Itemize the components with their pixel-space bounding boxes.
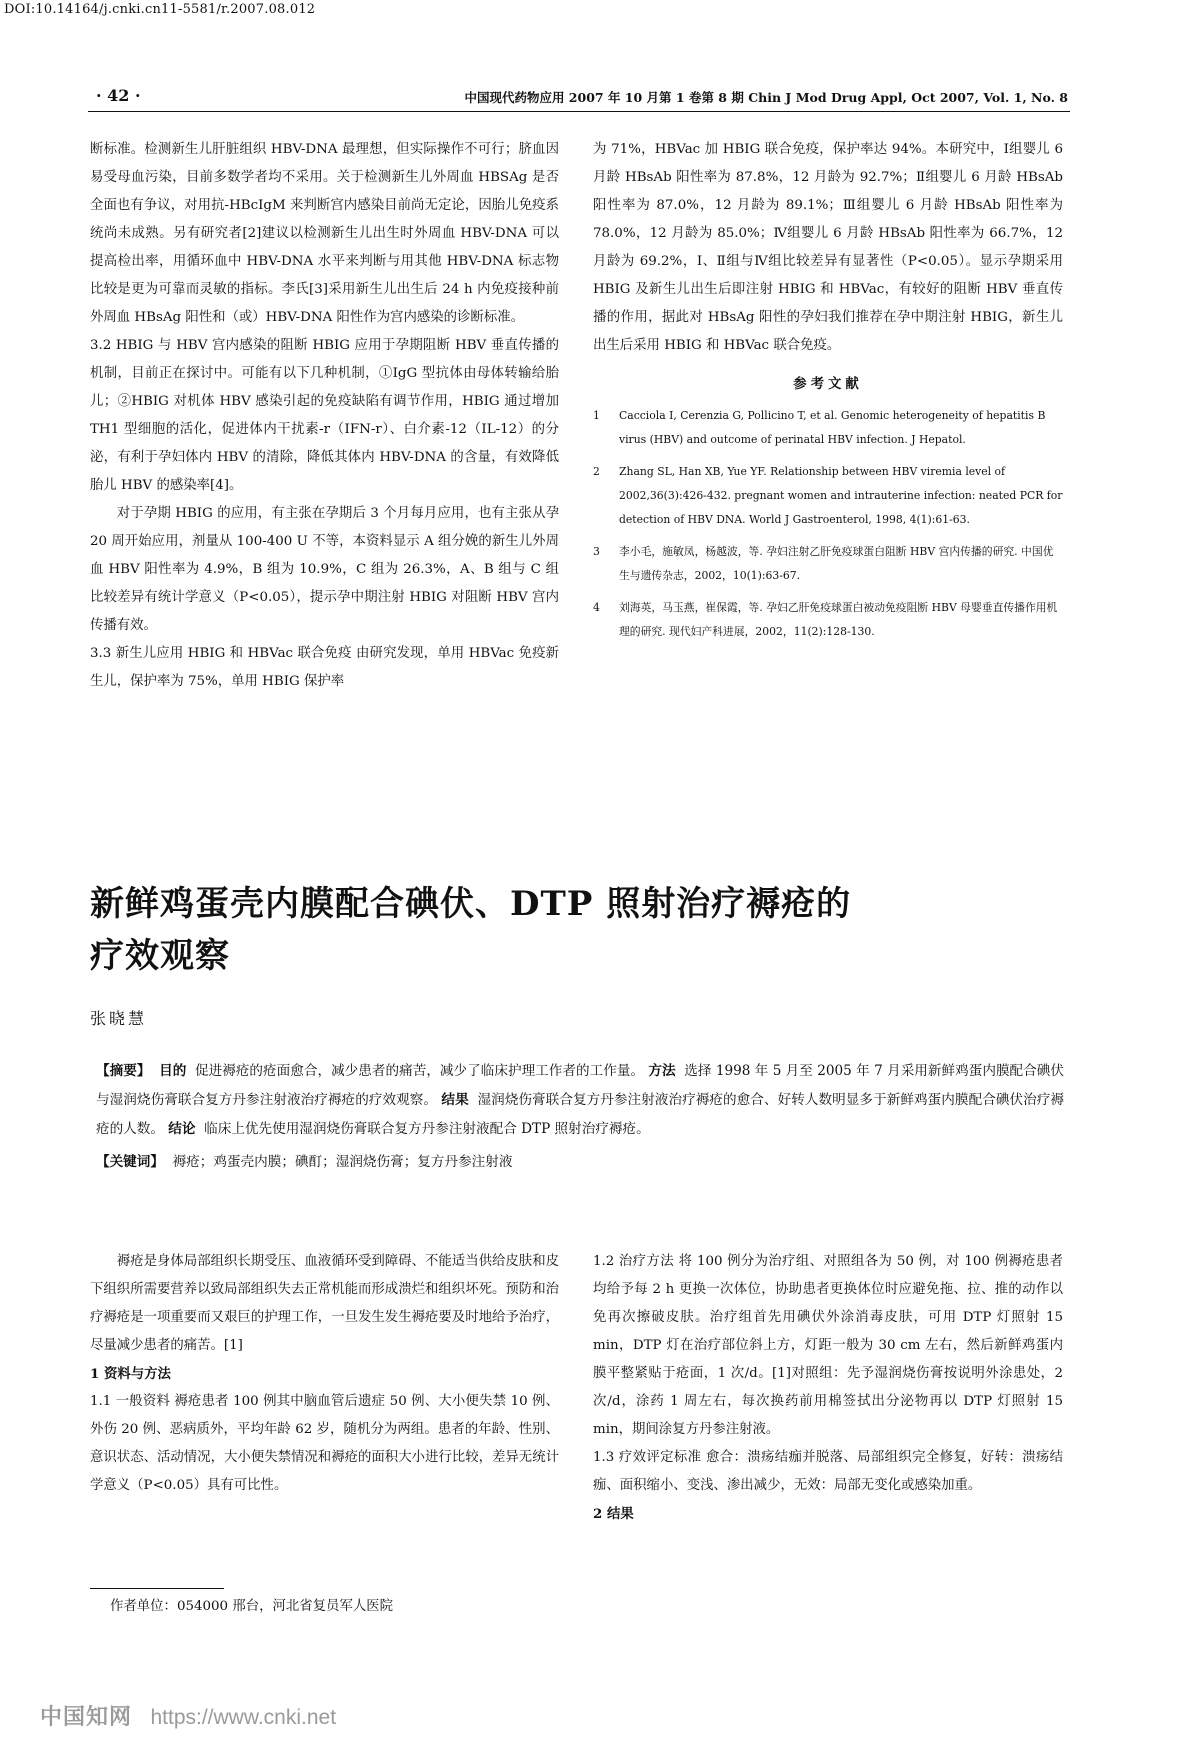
abstract-part-label: 目的 xyxy=(159,1063,187,1079)
abstract-part-text: 选择 1998 年 5 月至 2005 年 7 月采用新鲜鸡蛋内膜配合碘伏与湿润烧伤膏联合复方丹参注射液治疗褥疮的疗效观察。 xyxy=(96,1063,1064,1108)
section-1-2: 1.2 治疗方法 将 100 例分为治疗组、对照组各为 50 例，对 100 例褥疮患者均给予每 2 h 更换一次体位，协助患者更换体位时应避免拖、拉、推的动作以免再次擦破皮肤。治疗组首先用碘伏外涂消毒皮肤，可用 DTP 灯照射 15 min，DTP 灯在治疗部位斜上方，灯距一般为 30 cm 左右，然后新鲜鸡蛋内膜平整紧贴于疮面，1 次/d。[1]对照组：先予湿润烧伤膏按说明外涂患处，2 次/d，涂药 1 周左右，每次换药前用棉签拭出分泌物再以 DTP 灯照射 15 min，期间涂复方丹参注射液。 xyxy=(593,1254,1063,1437)
prev-section-3-2: 3.2 HBIG 与 HBV 宫内感染的阻断 HBIG 应用于孕期阻断 HBV 垂直传播的机制，目前正在探讨中。可能有以下几种机制，①IgG 型抗体由母体转输给胎儿；②HBIG 对机体 HBV 感染引起的免疫缺陷有调节作用，HBIG 通过增加 TH1 型细胞的活化，促进体内干扰素-r（IFN-r）、白介素-12（IL-12）的分泌，有利于孕妇体内 HBV 的清除，降低其体内 HBV-DNA 的含量，有效降低胎儿 HBV 的感染率[4]。 xyxy=(90,338,559,493)
reference-number: 4 xyxy=(593,601,600,614)
section-1-3: 1.3 疗效评定标准 愈合：溃疡结痂并脱落、局部组织完全修复，好转：溃疡结痂、面积缩小、变浅、渗出减少，无效：局部无变化或感染加重。 xyxy=(593,1450,1063,1493)
reference-text: 刘海英，马玉燕，崔保霞，等. 孕妇乙肝免疫球蛋白被动免疫阻断 HBV 母婴垂直传播作用机理的研究. 现代妇产科进展，2002，11(2):128-130. xyxy=(619,601,1058,638)
prev-article-left-column xyxy=(90,136,559,696)
reference-item xyxy=(593,460,1063,532)
author-affiliation: 作者单位：054000 邢台，河北省复员军人医院 xyxy=(110,1599,394,1614)
reference-text: Cacciola I, Cerenzia G, Pollicino T, et al. Genomic heterogeneity of hepatitis B virus (HBV) and outcome of perinatal HBV infection. J Hepatol. xyxy=(619,409,1046,446)
keywords-label: 【关键词】 xyxy=(96,1154,164,1170)
reference-number: 1 xyxy=(593,409,600,422)
prev-article-right-column xyxy=(593,136,1063,652)
section-heading: 2 结果 xyxy=(593,1506,634,1522)
article-right-column xyxy=(593,1248,1063,1528)
watermark-footer xyxy=(40,1700,336,1731)
article-title-line: 疗效观察 xyxy=(90,936,230,976)
keywords xyxy=(96,1148,1064,1177)
abstract-part-label: 结论 xyxy=(168,1121,196,1137)
prev-paragraph: 对于孕期 HBIG 的应用，有主张在孕期后 3 个月每月应用，也有主张从孕 20 周开始应用，剂量从 100-400 U 不等，本资料显示 A 组分娩的新生儿外周血 HBV 阳性率为 4.9%，B 组为 10.9%，C 组为 26.3%，A、B 组与 C 组比较差异有统计学意义（P<0.05），提示孕中期注射 HBIG 对阻断 HBV 宫内传播有效。 xyxy=(90,506,559,633)
header-rule xyxy=(88,111,1070,112)
abstract-body xyxy=(96,1057,1064,1144)
doi-line: DOI:10.14164/j.cnki.cn11-5581/r.2007.08.012 xyxy=(4,2,316,17)
reference-list xyxy=(593,404,1063,644)
reference-text: Zhang SL, Han XB, Yue YF. Relationship between HBV viremia level of 2002,36(3):426-432. pregnant women and intrauterine infection: neated PCR for detection of HBV DNA. World J Gastroenterol, 1998, 4(1):61-63. xyxy=(619,465,1063,526)
abstract xyxy=(96,1057,1064,1177)
prev-paragraph: 断标准。检测新生儿肝脏组织 HBV-DNA 最理想，但实际操作不可行；脐血因易受母血污染，目前多数学者均不采用。关于检测新生儿外周血 HBSAg 是否全面也有争议，对用抗-HBcIgM 来判断宫内感染目前尚无定论，因胎儿免疫系统尚未成熟。另有研究者[2]建议以检测新生儿出生时外周血 HBV-DNA 可以提高检出率，用循环血中 HBV-DNA 水平来判断与用其他 HBV-DNA 标志物比较是更为可靠而灵敏的指标。李氏[3]采用新生儿出生后 24 h 内免疫接种前外周血 HBsAg 阳性和（或）HBV-DNA 阳性作为宫内感染的诊断标准。 xyxy=(90,142,559,325)
keywords-text: 褥疮；鸡蛋壳内膜；碘酊；湿润烧伤膏；复方丹参注射液 xyxy=(172,1154,513,1170)
intro-paragraph: 褥疮是身体局部组织长期受压、血液循环受到障碍、不能适当供给皮肤和皮下组织所需要营养以致局部组织失去正常机能而形成溃烂和组织坏死。预防和治疗褥疮是一项重要而又艰巨的护理工作，一旦发生发生褥疮要及时地给予治疗，尽量减少患者的痛苦。[1] xyxy=(90,1254,559,1353)
section-1-1: 1.1 一般资料 褥疮患者 100 例其中脑血管后遗症 50 例、大小便失禁 10 例、外伤 20 例、恶病质外，平均年龄 62 岁，随机分为两组。患者的年龄、性别、意识状态、活动情况，大小便失禁情况和褥疮的面积大小进行比较，差异无统计学意义（P<0.05）具有可比性。 xyxy=(90,1394,559,1493)
section-heading: 1 资料与方法 xyxy=(90,1366,171,1382)
reference-item xyxy=(593,540,1063,588)
abstract-label: 【摘要】 xyxy=(96,1063,151,1079)
reference-text: 李小毛，施敏凤，杨越波，等. 孕妇注射乙肝免疫球蛋白阻断 HBV 宫内传播的研究. 中国优生与遗传杂志，2002，10(1):63-67. xyxy=(619,545,1054,582)
article-title xyxy=(90,878,990,982)
article-author: 张晓慧 xyxy=(90,1009,148,1028)
references-heading: 参考文献 xyxy=(793,376,863,392)
running-head: 中国现代药物应用 2007 年 10 月第 1 卷第 8 期 Chin J Mod Drug Appl, Oct 2007, Vol. 1, No. 8 xyxy=(464,90,1068,105)
footnote-rule xyxy=(90,1588,224,1589)
abstract-part-label: 结果 xyxy=(441,1092,469,1108)
page-number: · 42 · xyxy=(96,86,141,105)
reference-item xyxy=(593,404,1063,452)
reference-number: 2 xyxy=(593,465,600,478)
cnki-url[interactable]: https://www.cnki.net xyxy=(150,1706,337,1729)
cnki-logo: 中国知网 xyxy=(40,1704,133,1729)
abstract-part-label: 方法 xyxy=(648,1063,676,1079)
abstract-part-text: 湿润烧伤膏联合复方丹参注射液治疗褥疮的愈合、好转人数明显多于新鲜鸡蛋内膜配合碘伏治疗褥疮的人数。 xyxy=(96,1092,1065,1137)
abstract-part-text: 临床上优先使用湿润烧伤膏联合复方丹参注射液配合 DTP 照射治疗褥疮。 xyxy=(204,1121,650,1137)
reference-item xyxy=(593,596,1063,644)
prev-section-3-3: 3.3 新生儿应用 HBIG 和 HBVac 联合免疫 由研究发现，单用 HBVac 免疫新生儿，保护率为 75%，单用 HBIG 保护率 xyxy=(90,646,559,689)
article-left-column xyxy=(90,1248,559,1500)
prev-paragraph: 为 71%，HBVac 加 HBIG 联合免疫，保护率达 94%。本研究中，Ⅰ组婴儿 6 月龄 HBsAb 阳性率为 87.8%，12 月龄为 92.7%；Ⅱ组婴儿 6 月龄 HBsAb 阳性率为 87.0%，12 月龄为 89.1%；Ⅲ组婴儿 6 月龄 HBsAb 阳性率为 78.0%，12 月龄为 85.0%；Ⅳ组婴儿 6 月龄 HBsAb 阳性率为 66.7%，12 月龄为 69.2%，Ⅰ、Ⅱ组与Ⅳ组比较差异有显著性（P<0.05）。显示孕期采用 HBIG 及新生儿出生后即注射 HBIG 和 HBVac，有较好的阻断 HBV 垂直传播的作用，据此对 HBsAg 阳性的孕妇我们推荐在孕中期注射 HBIG，新生儿出生后采用 HBIG 和 HBVac 联合免疫。 xyxy=(593,142,1063,353)
reference-number: 3 xyxy=(593,545,600,558)
article-title-line: 新鲜鸡蛋壳内膜配合碘伏、DTP 照射治疗褥疮的 xyxy=(90,884,852,924)
abstract-part-text: 促进褥疮的疮面愈合，减少患者的痛苦，减少了临床护理工作者的工作量。 xyxy=(195,1063,645,1079)
